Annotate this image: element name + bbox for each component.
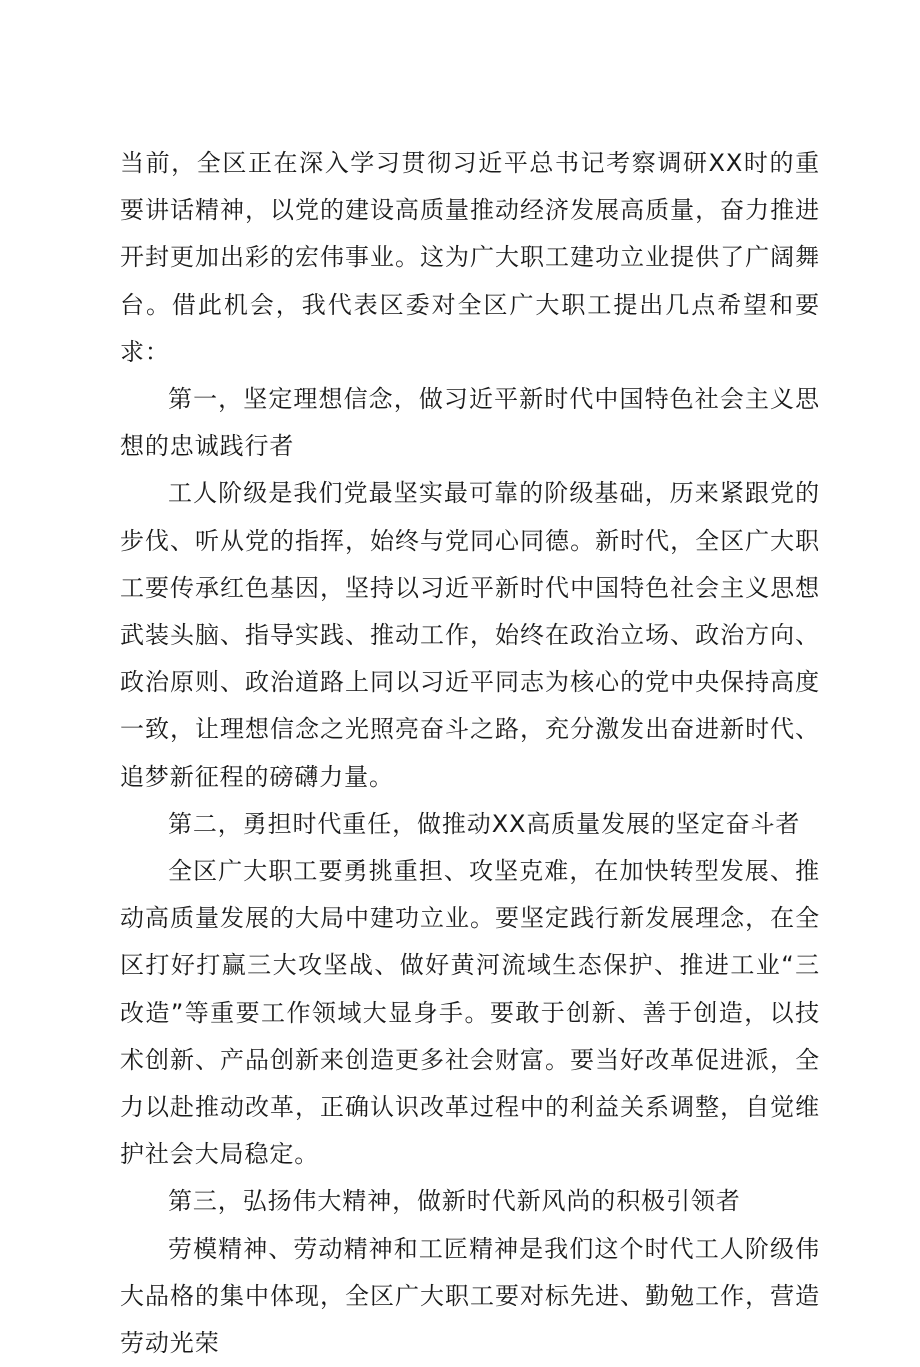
section-paragraph-2: 全区广大职工要勇挑重担、攻坚克难，在加快转型发展、推动高质量发展的大局中建功立业。要坚定践行新发展理念，在全区打好打赢三大攻坚战、做好黄河流域生态保护、推进工业“三改造”等重要工作领域大显身手。要敢于创新、善于创造，以技术创新、产品创新来创造更多社会财富。要当好改革促进派，全力以赴推动改革，正确认识改革过程中的利益关系调整，自觉维护社会大局稳定。 bbox=[120, 857, 820, 1169]
document-body bbox=[120, 140, 820, 1367]
section-heading-2: 第二，勇担时代重任，做推动XX高质量发展的坚定奋斗者 bbox=[168, 809, 801, 838]
intro-paragraph: 当前，全区正在深入学习贯彻习近平总书记考察调研XX时的重要讲话精神，以党的建设高质量推动经济发展高质量，奋力推进开封更加出彩的宏伟事业。这为广大职工建功立业提供了广阔舞台。借此机会，我代表区委对全区广大职工提出几点希望和要求： bbox=[120, 149, 820, 366]
section-heading-3: 第三，弘扬伟大精神，做新时代新风尚的积极引领者 bbox=[168, 1187, 741, 1216]
section-paragraph-3: 劳模精神、劳动精神和工匠精神是我们这个时代工人阶级伟大品格的集中体现，全区广大职工要对标先进、勤勉工作，营造劳动光荣 bbox=[120, 1234, 820, 1358]
section-paragraph-1: 工人阶级是我们党最坚实最可靠的阶级基础，历来紧跟党的步伐、听从党的指挥，始终与党同心同德。新时代，全区广大职工要传承红色基因，坚持以习近平新时代中国特色社会主义思想武装头脑、指导实践、推动工作，始终在政治立场、政治方向、政治原则、政治道路上同以习近平同志为核心的党中央保持高度一致，让理想信念之光照亮奋斗之路，充分激发出奋进新时代、追梦新征程的磅礴力量。 bbox=[120, 479, 820, 791]
section-heading-1: 第一，坚定理想信念，做习近平新时代中国特色社会主义思想的忠诚践行者 bbox=[120, 385, 820, 461]
